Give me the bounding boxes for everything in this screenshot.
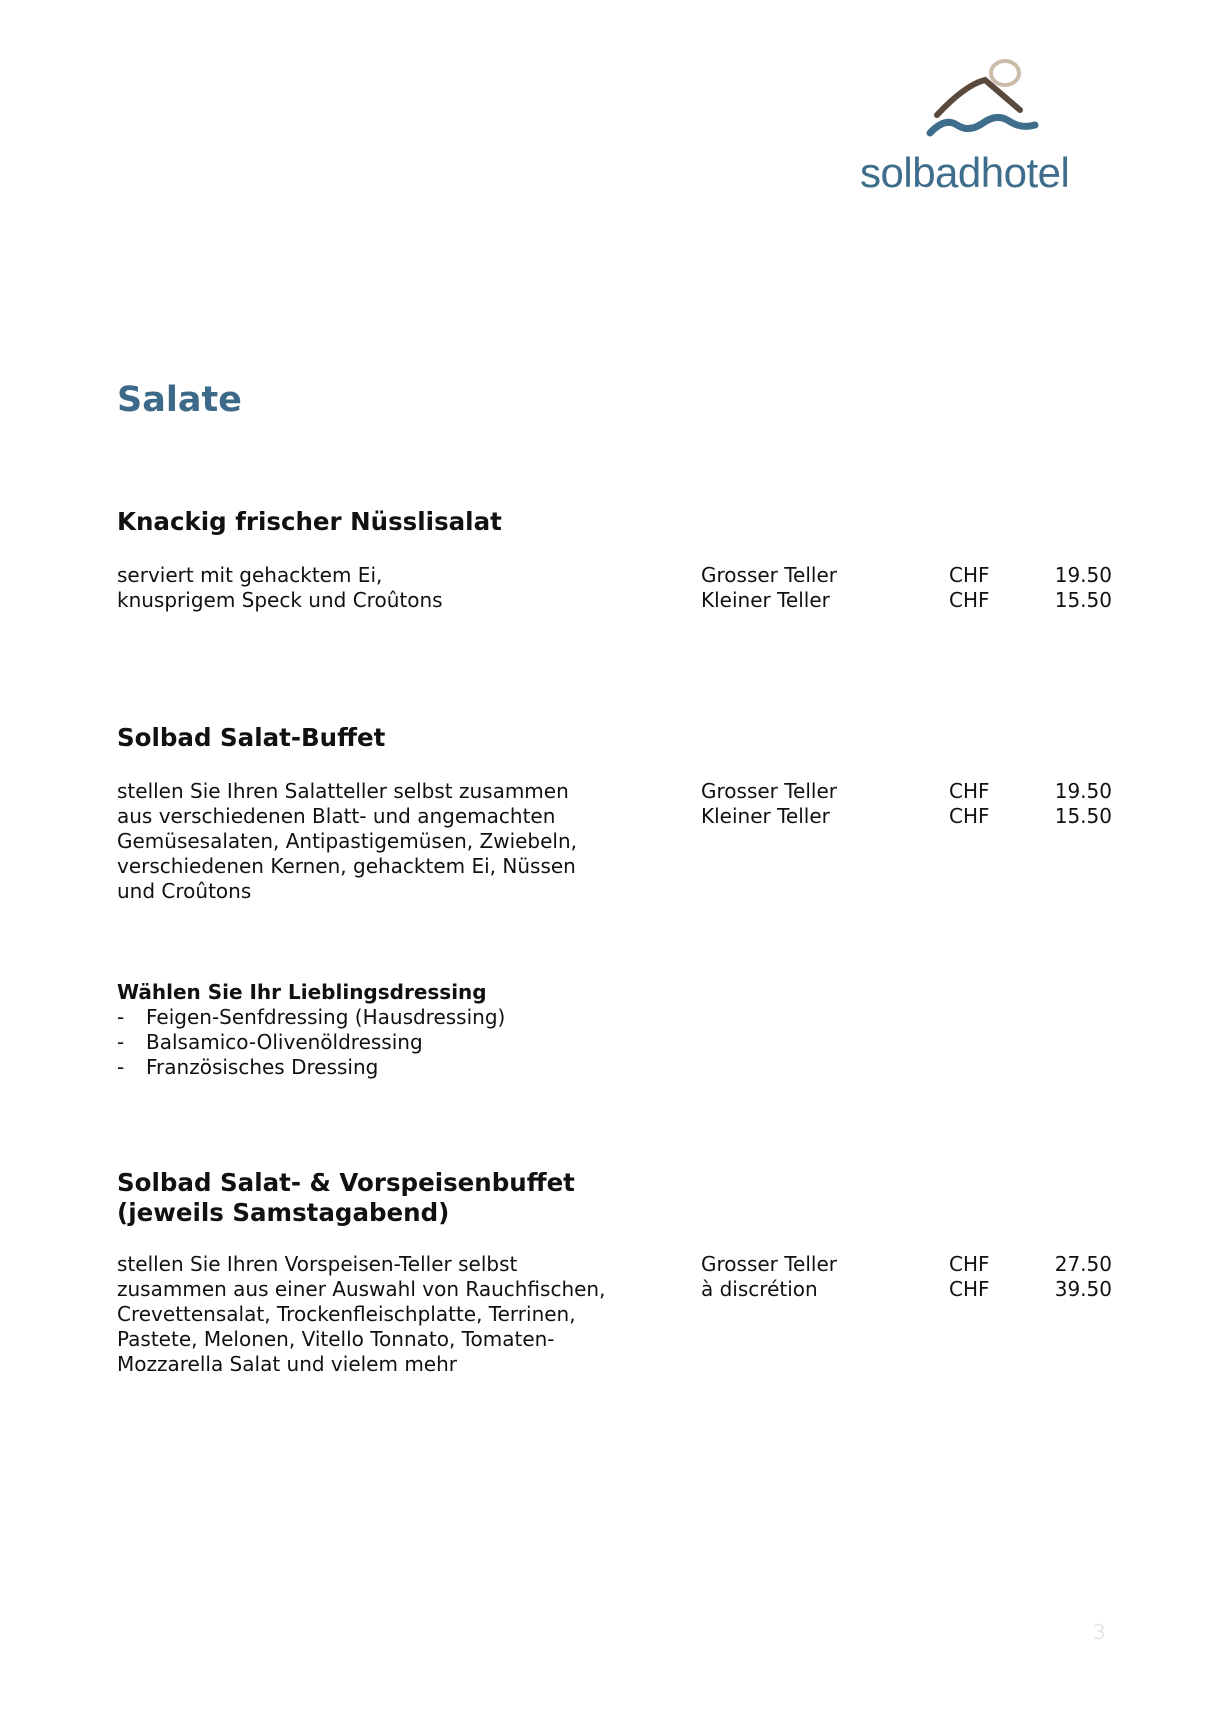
menu-item-description: [117, 779, 697, 904]
description-line: Pastete, Melonen, Vitello Tonnato, Tomaten-: [117, 1327, 555, 1351]
page-title: Salate: [117, 380, 242, 420]
dressing-option: [117, 1005, 717, 1030]
description-line: aus verschiedenen Blatt- und angemachten: [117, 804, 556, 828]
description-line: zusammen aus einer Auswahl von Rauchfischen,: [117, 1277, 606, 1301]
hotel-logo-icon: [925, 55, 1045, 145]
title-line: Solbad Salat- & Vorspeisenbuffet: [117, 1168, 575, 1197]
bullet-dash: -: [117, 1005, 125, 1029]
description-line: stellen Sie Ihren Vorspeisen-Teller selbst: [117, 1252, 518, 1276]
price-row: [701, 588, 1112, 613]
price-row: [701, 804, 1112, 829]
menu-item-description: [117, 1252, 697, 1377]
bullet-dash: -: [117, 1055, 125, 1079]
dressing-list: [117, 980, 717, 1080]
price: 19.50: [1054, 563, 1112, 587]
price: 27.50: [1054, 1252, 1112, 1276]
currency: CHF: [949, 563, 990, 587]
dressing-option-label: Französisches Dressing: [146, 1055, 379, 1079]
currency: CHF: [949, 1277, 990, 1301]
portion-size: Grosser Teller: [701, 1252, 838, 1276]
menu-item-title: Knackig frischer Nüsslisalat: [117, 507, 502, 536]
dressing-option: [117, 1055, 717, 1080]
description-line: Crevettensalat, Trockenfleischplatte, Terrinen,: [117, 1302, 576, 1326]
portion-size: Kleiner Teller: [701, 804, 830, 828]
price: 39.50: [1054, 1277, 1112, 1301]
hotel-logo: [860, 55, 1120, 205]
page-number: 3: [1093, 1620, 1106, 1644]
price: 15.50: [1054, 588, 1112, 612]
description-line: serviert mit gehacktem Ei,: [117, 563, 383, 587]
menu-item-nuesslisalat: [117, 507, 1112, 612]
price: 19.50: [1054, 779, 1112, 803]
menu-item-description: [117, 563, 697, 613]
menu-item-title: [117, 1168, 1112, 1228]
price-list: [701, 1252, 1112, 1302]
price: 15.50: [1054, 804, 1112, 828]
menu-item-salat-buffet: [117, 723, 1112, 903]
portion-size: à discrétion: [701, 1277, 818, 1301]
portion-size: Grosser Teller: [701, 563, 838, 587]
bullet-dash: -: [117, 1030, 125, 1054]
title-line: (jeweils Samstagabend): [117, 1198, 450, 1227]
menu-item-vorspeisenbuffet: [117, 1168, 1112, 1376]
description-line: und Croûtons: [117, 879, 252, 903]
price-row: [701, 563, 1112, 588]
dressing-option-label: Balsamico-Olivenöldressing: [146, 1030, 423, 1054]
dressing-option-label: Feigen-Senfdressing (Hausdressing): [146, 1005, 506, 1029]
dressing-heading: Wählen Sie Ihr Lieblingsdressing: [117, 980, 487, 1004]
currency: CHF: [949, 779, 990, 803]
description-line: knusprigem Speck und Croûtons: [117, 588, 443, 612]
description-line: stellen Sie Ihren Salatteller selbst zusammen: [117, 779, 569, 803]
menu-item-title: Solbad Salat-Buffet: [117, 723, 386, 752]
description-line: verschiedenen Kernen, gehacktem Ei, Nüssen: [117, 854, 576, 878]
price-row: [701, 779, 1112, 804]
price-row: [701, 1252, 1112, 1277]
price-list: [701, 563, 1112, 613]
portion-size: Kleiner Teller: [701, 588, 830, 612]
currency: CHF: [949, 1252, 990, 1276]
price-row: [701, 1277, 1112, 1302]
currency: CHF: [949, 804, 990, 828]
dressing-option: [117, 1030, 717, 1055]
currency: CHF: [949, 588, 990, 612]
logo-wordmark: solbadhotel: [860, 149, 1070, 196]
price-list: [701, 779, 1112, 829]
description-line: Mozzarella Salat und vielem mehr: [117, 1352, 458, 1376]
description-line: Gemüsesalaten, Antipastigemüsen, Zwiebeln,: [117, 829, 578, 853]
portion-size: Grosser Teller: [701, 779, 838, 803]
